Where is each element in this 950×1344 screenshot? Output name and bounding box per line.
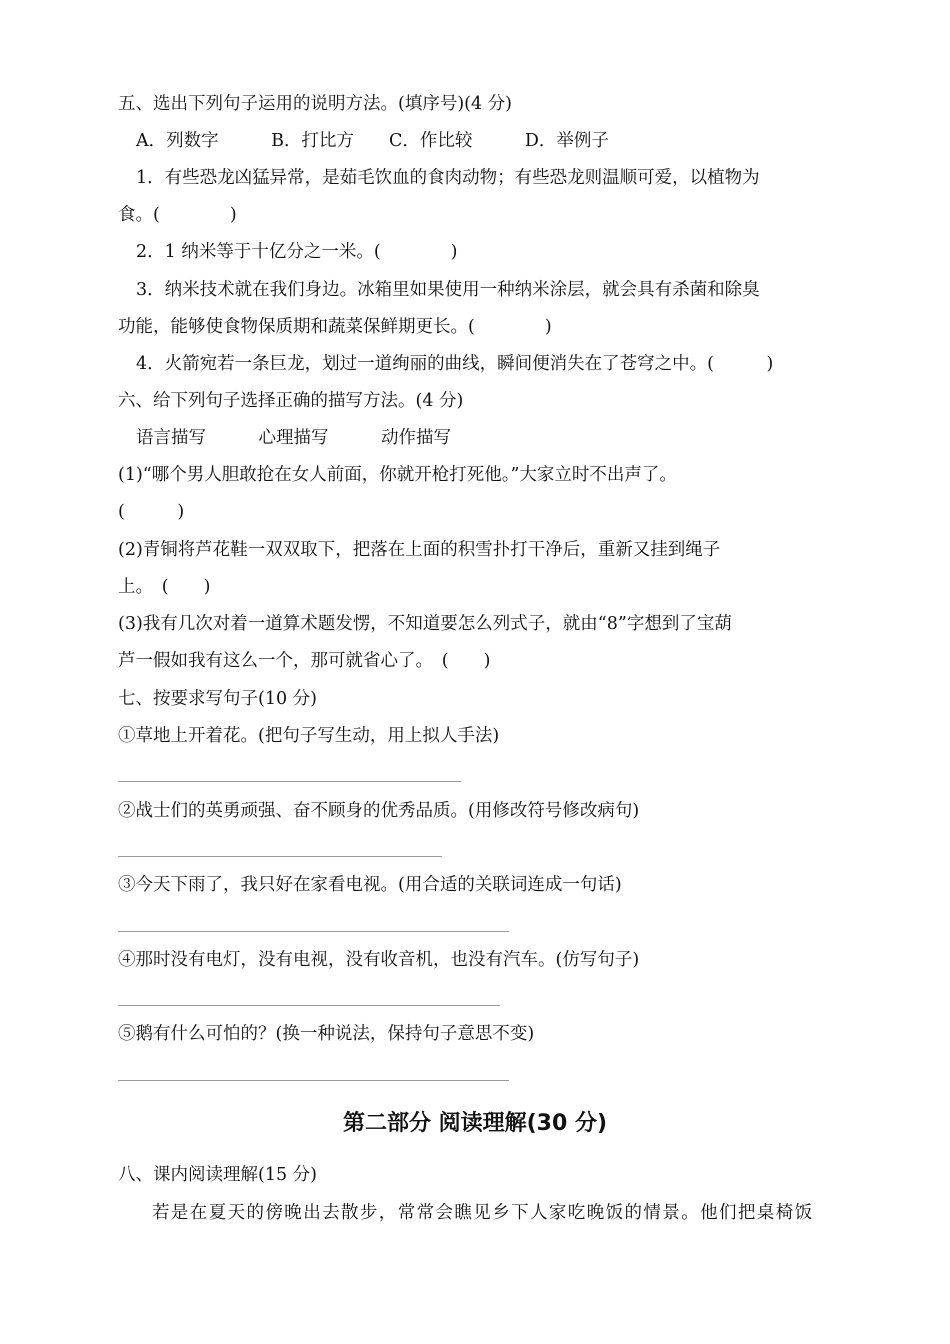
answer-line-3[interactable] <box>118 931 509 932</box>
section6-q3-line1: (3)我有几次对着一道算术题发愣，不知道要怎么列式子，就由“8”字想到了宝葫 <box>118 614 732 634</box>
section6-q3-line2: 芦一假如我有这么一个，那可就省心了。 ( ) <box>118 651 491 671</box>
section5-q3-line1: 3．纳米技术就在我们身边。冰箱里如果使用一种纳米涂层，就会具有杀菌和除臭 <box>136 280 760 300</box>
answer-line-2[interactable] <box>118 856 442 857</box>
section5-title: 五、选出下列句子运用的说明方法。(填序号)(4 分) <box>118 94 513 114</box>
section6-title: 六、给下列句子选择正确的描写方法。(4 分) <box>118 391 464 411</box>
answer-line-1[interactable] <box>118 781 461 782</box>
section5-q1-line2: 食。( ) <box>118 205 237 225</box>
section6-q2-line1: (2)青铜将芦花鞋一双双取下，把落在上面的积雪扑打干净后，重新又挂到绳子 <box>118 540 721 560</box>
section6-q1-line1: (1)“哪个男人胆敢抢在女人前面，你就开枪打死他。”大家立时不出声了。 <box>118 465 677 485</box>
section8-paragraph: 若是在夏天的傍晚出去散步，常常会瞧见乡下人家吃晚饭的情景。他们把桌椅饭 <box>152 1203 814 1223</box>
section6-q1-line2: ( ) <box>118 502 185 522</box>
section5-q3-line2: 功能，能够使食物保质期和蔬菜保鲜期更长。( ) <box>118 317 552 337</box>
section5-q4: 4．火箭宛若一条巨龙，划过一道绚丽的曲线，瞬间便消失在了苍穹之中。( ) <box>136 354 774 374</box>
section7-q5: ⑤鹅有什么可怕的？(换一种说法，保持句子意思不变) <box>118 1024 535 1044</box>
part2-heading: 第二部分 阅读理解(30 分) <box>342 1111 608 1136</box>
section7-q4: ④那时没有电灯，没有电视，没有收音机，也没有汽车。(仿写句子) <box>118 950 640 970</box>
section6-q2-line2: 上。 ( ) <box>118 577 211 597</box>
answer-line-5[interactable] <box>118 1080 509 1081</box>
section7-q2: ②战士们的英勇顽强、奋不顾身的优秀品质。(用修改符号修改病句) <box>118 801 640 821</box>
section8-title: 八、课内阅读理解(15 分) <box>118 1165 317 1185</box>
answer-line-4[interactable] <box>118 1005 500 1006</box>
section5-q2: 2．1 纳米等于十亿分之一米。( ) <box>136 242 458 262</box>
section5-options: A．列数字 B．打比方 C．作比较 D．举例子 <box>136 131 609 151</box>
section5-q1-line1: 1．有些恐龙凶猛异常，是茹毛饮血的食肉动物；有些恐龙则温顺可爱，以植物为 <box>136 168 760 188</box>
section6-methods: 语言描写 心理描写 动作描写 <box>136 428 451 448</box>
section7-q1: ①草地上开着花。(把句子写生动，用上拟人手法) <box>118 726 500 746</box>
section7-q3: ③今天下雨了，我只好在家看电视。(用合适的关联词连成一句话) <box>118 875 622 895</box>
section7-title: 七、按要求写句子(10 分) <box>118 689 317 709</box>
